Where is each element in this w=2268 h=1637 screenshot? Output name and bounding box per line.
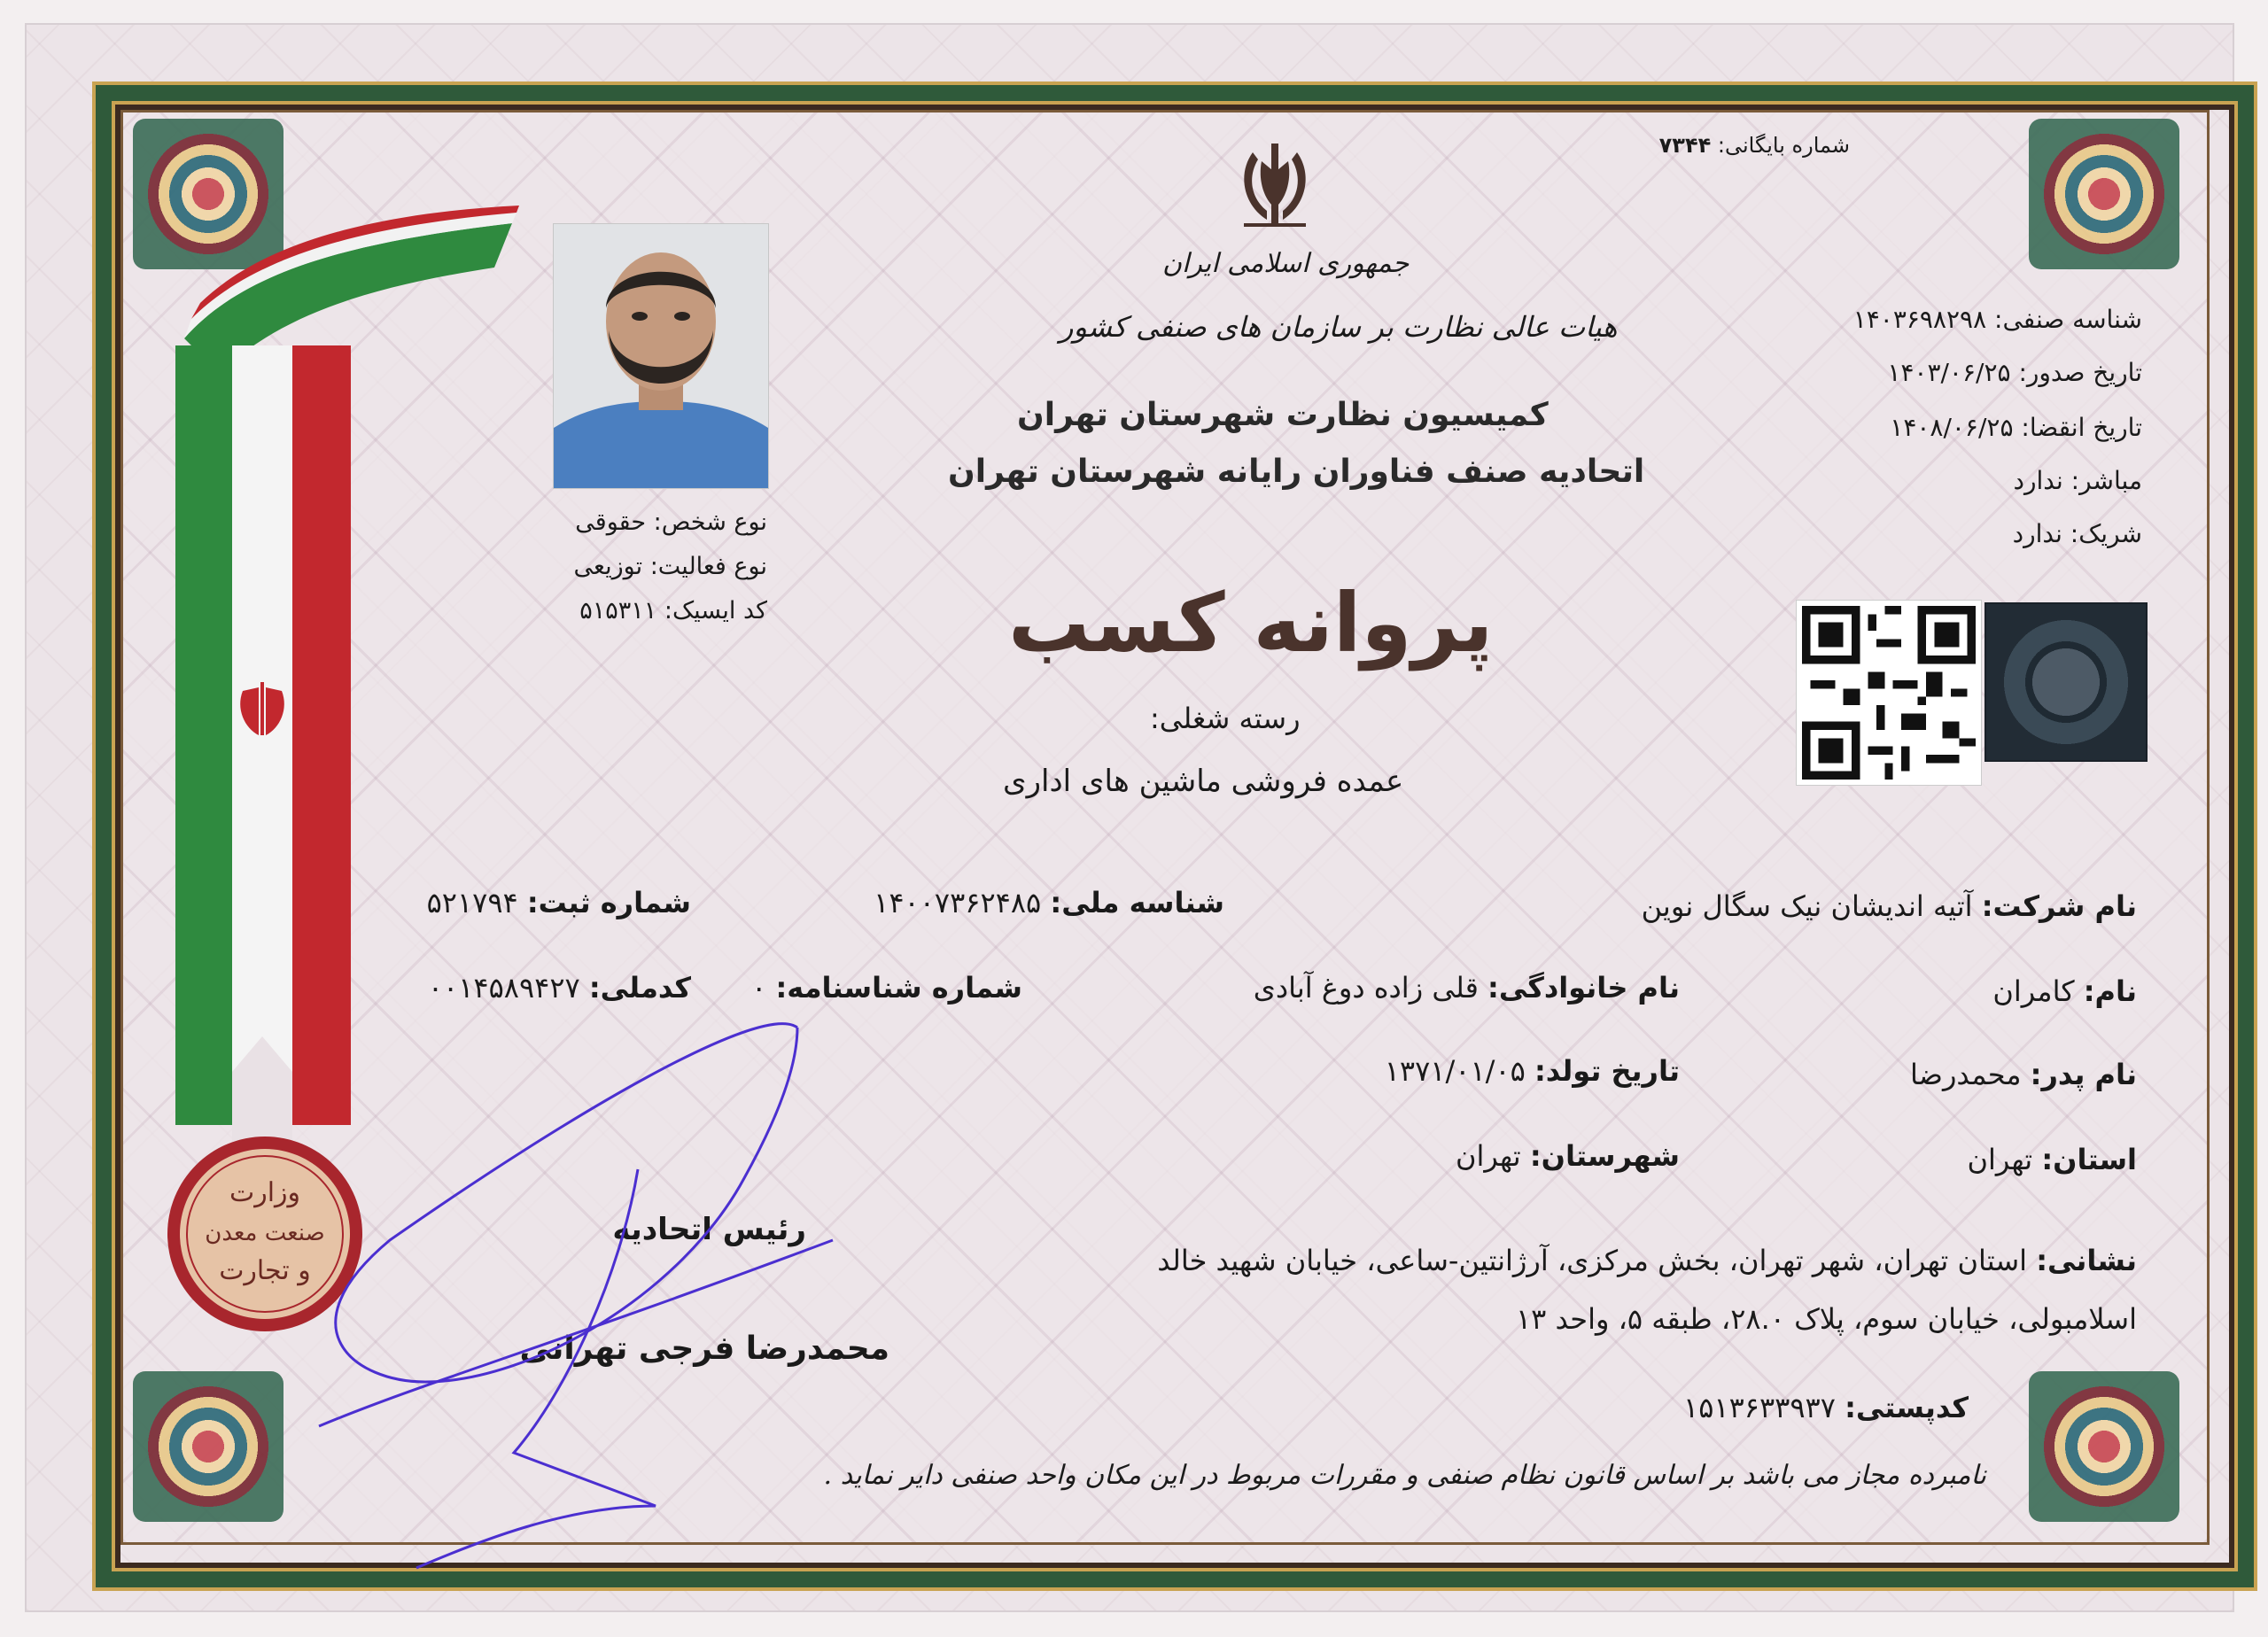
activity-type: نوع فعالیت: توزیعی: [573, 553, 767, 580]
province: استان: تهران: [1967, 1143, 2137, 1176]
iran-emblem-icon: [1226, 135, 1324, 232]
registration-number: شماره ثبت: ۵۲۱۷۹۴: [426, 886, 691, 919]
seal-line-3: و تجارت: [219, 1255, 311, 1286]
hologram-sticker: [1984, 602, 2148, 762]
expiry-date: تاریخ انقضا: ۱۴۰۸/۰۶/۲۵: [1890, 413, 2142, 442]
archive-number: شماره بایگانی: ۷۳۴۴: [1658, 133, 1850, 158]
guild-id: شناسه صنفی: ۱۴۰۳۶۹۸۲۹۸: [1852, 305, 2142, 334]
document-title: پروانه کسب: [1008, 576, 1494, 671]
national-code: کدملی: ۰۰۱۴۵۸۹۴۲۷: [427, 971, 691, 1005]
company-name: نام شرکت: آتیه اندیشان نیک سگال نوین: [1641, 889, 2137, 923]
issue-date: تاریخ صدور: ۱۴۰۳/۰۶/۲۵: [1887, 358, 2142, 387]
legal-note: نامبرده مجاز می باشد بر اساس قانون نظام صنفی و مقررات مربوط در این مکان واحد صنفی دایر نماید .: [823, 1460, 1986, 1491]
category-label: رسته شغلی:: [1150, 702, 1301, 735]
birth-certificate-number: شماره شناسنامه: ۰: [751, 971, 1022, 1005]
isic-code: کد ایسیک: ۵۱۵۳۱۱: [579, 597, 767, 625]
partner: شریک: ندارد: [2012, 519, 2142, 548]
seal-line-2: صنعت معدن: [205, 1220, 325, 1246]
address-line-1: نشانی: استان تهران، شهر تهران، بخش مرکزی، آرژانتین-ساعی، خیابان شهید خالد: [1157, 1244, 2137, 1277]
commission-title: کمیسیون نظارت شهرستان تهران: [1017, 397, 1549, 433]
supervisor: مباشر: ندارد: [2013, 466, 2142, 495]
corner-ornament-bottom-left: [133, 1371, 284, 1522]
corner-ornament-top-right: [2029, 119, 2179, 269]
first-name: نام: کامران: [1992, 974, 2137, 1008]
signer-title: رئیس اتحادیه: [612, 1212, 806, 1247]
family-name: نام خانوادگی: قلی زاده دوغ آبادی: [1253, 971, 1680, 1005]
union-title: اتحادیه صنف فناوران رایانه شهرستان تهران: [948, 454, 1645, 490]
birth-date: تاریخ تولد: ۱۳۷۱/۰۱/۰۵: [1384, 1054, 1680, 1088]
county: شهرستان: تهران: [1455, 1139, 1680, 1173]
board-title: هیات عالی نظارت بر سازمان های صنفی کشور: [1060, 310, 1618, 344]
handwritten-signature: [301, 1010, 904, 1577]
person-type: نوع شخص: حقوقی: [575, 508, 767, 536]
postal-code: کدپستی: ۱۵۱۳۶۳۳۹۳۷: [1683, 1391, 1969, 1424]
corner-ornament-bottom-right: [2029, 1371, 2179, 1522]
holder-photo: [553, 223, 769, 489]
qr-code: [1797, 601, 1981, 785]
republic-title: جمهوری اسلامی ایران: [1162, 248, 1410, 279]
father-name: نام پدر: محمدرضا: [1910, 1058, 2137, 1091]
signer-name: محمدرضا فرجی تهرانی: [519, 1331, 889, 1367]
seal-line-1: وزارت: [229, 1177, 301, 1208]
national-id: شناسه ملی: ۱۴۰۰۷۳۶۲۴۸۵: [874, 886, 1224, 919]
category-value: عمده فروشی ماشین های اداری: [1003, 764, 1404, 799]
address-line-2: اسلامبولی، خیابان سوم، پلاک ۲۸.۰، طبقه ۵، واحد ۱۳: [1515, 1302, 2137, 1336]
